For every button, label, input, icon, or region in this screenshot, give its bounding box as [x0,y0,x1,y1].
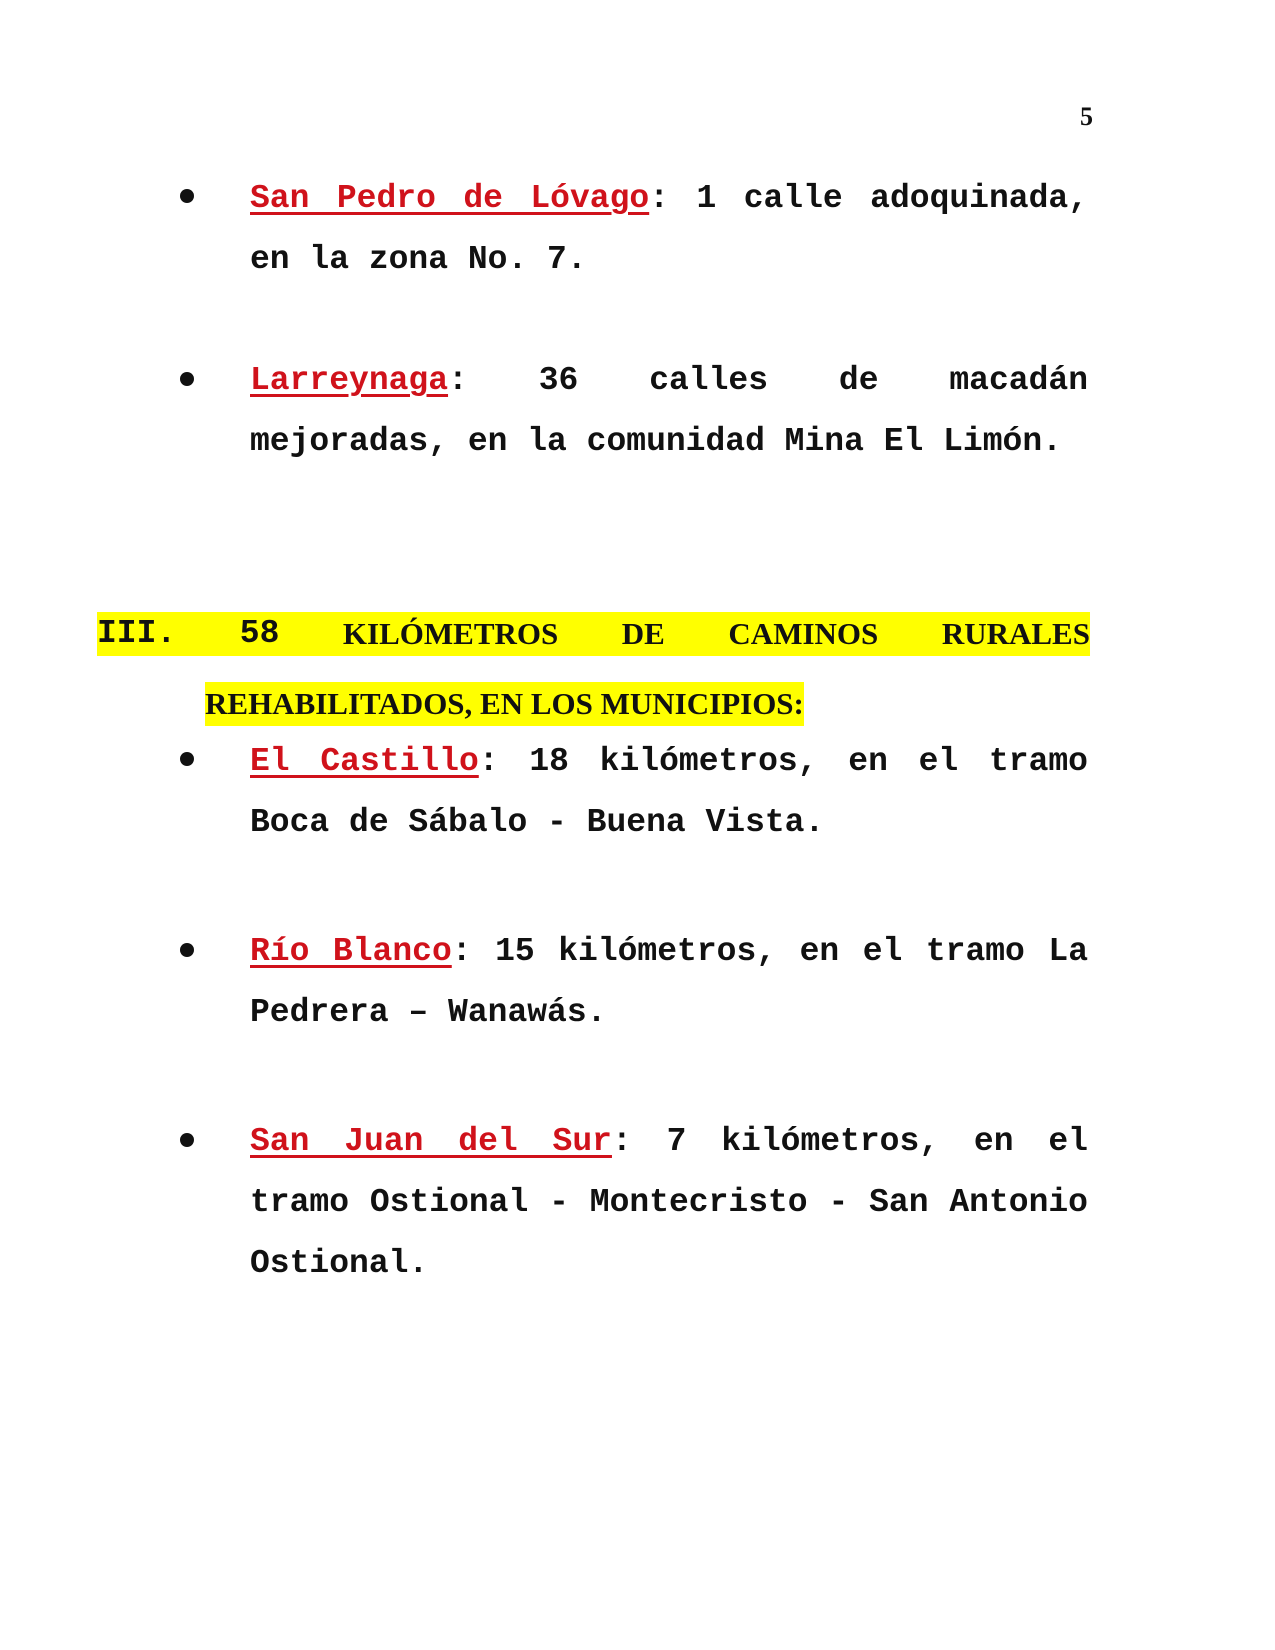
municipality-name: El Castillo [250,743,479,780]
heading-word: DE [621,616,665,651]
item-description: : 36 calles de macadán mejoradas, en la comunidad Mina El Limón. [250,362,1088,460]
heading-word: 58 [239,615,280,652]
section-heading [97,612,1090,656]
list-item [250,921,1088,1043]
page-number: 5 [1080,102,1093,131]
section-numeral: III. [97,615,177,652]
heading-word: RURALES [941,616,1090,651]
item-description: : 18 kilómetros, en el tramo Boca de Sábalo - Buena Vista. [250,743,1088,841]
list-item [250,350,1088,472]
municipality-name: San Juan del Sur [250,1123,612,1160]
bullet-icon [180,752,194,766]
bullet-icon [180,189,194,203]
item-description: : 7 kilómetros, en el tramo Ostional - Montecristo - San Antonio Ostional. [250,1123,1088,1282]
list-item [250,1111,1088,1294]
item-description: : 15 kilómetros, en el tramo La Pedrera – Wanawás. [250,933,1088,1031]
heading-word: CAMINOS [728,616,879,651]
municipality-name: Larreynaga [250,362,449,399]
list-item [250,731,1088,853]
section-heading-continuation: REHABILITADOS, EN LOS MUNICIPIOS: [205,682,804,726]
bullet-icon [180,372,194,386]
municipality-name: San Pedro de Lóvago [250,180,650,217]
item-description: : 1 calle adoquinada, en la zona No. 7. [250,180,1089,278]
bullet-icon [180,943,194,957]
heading-word: KILÓMETROS [342,616,559,651]
bullet-icon [180,1133,194,1147]
municipality-name: Río Blanco [250,933,452,970]
list-item [250,168,1088,290]
